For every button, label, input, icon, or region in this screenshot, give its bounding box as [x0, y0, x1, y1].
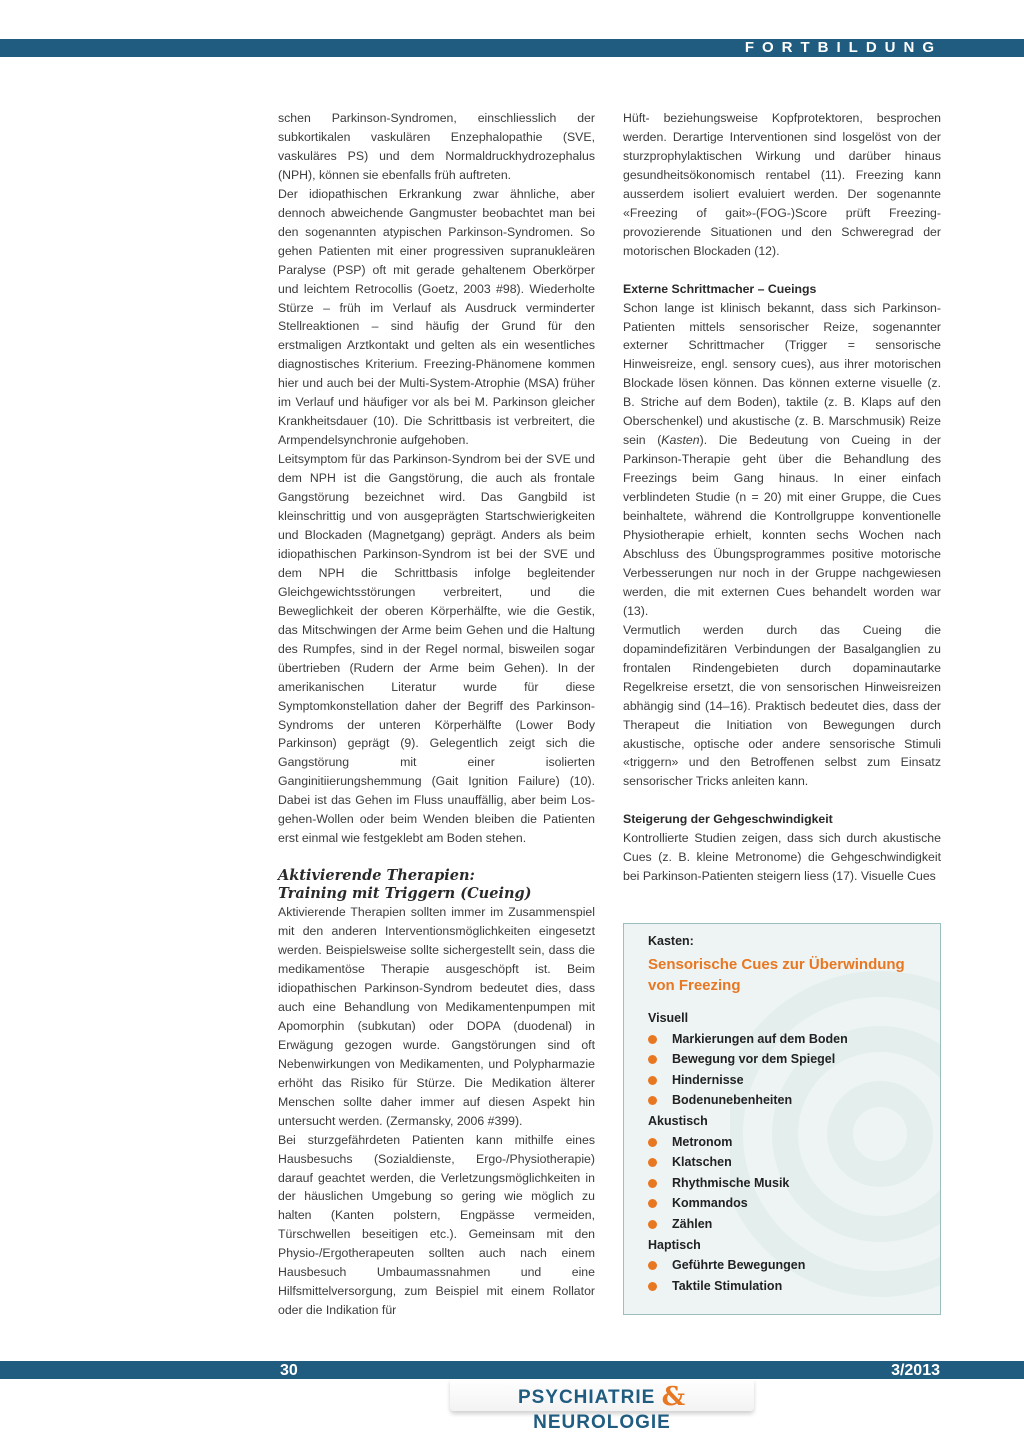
list-item: [648, 1132, 928, 1153]
list-item-label: Bodenunebenheiten: [672, 1093, 793, 1108]
paragraph: Der idiopathischen Erkrankung zwar ähnliche, aber dennoch abweichende Gangmuster beobachtet man bei den sogenannten atypischen Parkinson-Syndromen. So gehen Patienten mit einer progressiven supranukleären Paralyse (PSP) oft mit gerade gehaltenem Oberkörper und leichtem Retrocollis (Goetz, 2003 #98). Wiederholte Stürze – früh im Verlauf als Ausdruck verminderter Stellreaktionen – sind häufig der Grund für den erstmaligen Arztkontakt und gelten als ein wesentliches diagnostisches Kriterium. Freezing-Phänomene kommen hier und auch bei der Multi-System-Atrophie (MSA) früher im Verlauf und häufiger vor als bei M. Parkinson gleicher Krankheitsdauer (10). Die Schrittbasis ist verbreitert, die Armpendelsynchronie aufgehoben.: [278, 186, 595, 448]
list-item: [648, 1255, 928, 1276]
bullet-icon: [648, 1261, 657, 1270]
footer-bar: [0, 1361, 1024, 1379]
category-acoustic: Akustisch: [648, 1113, 708, 1128]
paragraph-text: Schon lange ist klinisch bekannt, dass sich Parkinson-Patienten mittels sensorischer Reize, sogenannter externer Schrittmacher (Trigger = sensorische Hinweisreize, engl. sensory cues), aus ihrer motorischen Blockade lösen können. Das können externe visuelle (z. B. Striche auf dem Boden), taktile (z. B. Klaps auf den Oberschenkel) und akustische (z. B. Marschmusik) Reize sein (: [623, 300, 941, 448]
bullet-icon: [648, 1199, 657, 1208]
header-bar: [0, 39, 1024, 57]
journal-name-left: PSYCHIATRIE: [517, 1387, 656, 1408]
list-item: [648, 1214, 928, 1235]
paragraph: Bei sturzgefährdeten Patienten kann mithilfe eines Hausbesuchs (Sozialdienste, Ergo-/Physiotherapie) darauf geachtet werden, die Verletzungsmöglichkeiten in der häuslichen Umgebung so gering wie möglich zu halten (Kanten polstern, Engpässe vermeiden, Türschwellen beseitigen etc.). Gemeinsam mit den Physio-/Ergotherapeuten sollten auch nach einem Hausbesuch Umbaumassnahmen und eine Hilfsmittelversorgung, zum Beispiel mit einem Rollator oder die Indikation für: [278, 1132, 595, 1318]
list-item: [648, 1173, 928, 1194]
section-label: FORTBILDUNG: [744, 39, 942, 56]
list-item-label: Bewegung vor dem Spiegel: [672, 1052, 836, 1067]
box-reference: Kasten: [661, 433, 700, 448]
bullet-icon: [648, 1035, 657, 1044]
list-item: [648, 1070, 928, 1091]
list-item: [648, 1090, 928, 1111]
right-column: [623, 109, 941, 886]
bullet-icon: [648, 1179, 657, 1188]
bullet-icon: [648, 1076, 657, 1085]
bullet-icon: [648, 1055, 657, 1064]
list-item-label: Hindernisse: [672, 1072, 744, 1087]
paragraph: Vermutlich werden durch das Cueing die dopamindefizitären Verbindungen der Basalganglien zu frontalen Rindengebieten durch dopaminautarke Regelkreise ersetzt, die von sensorischen Hinweisreizen abhängig sind (14–16). Praktisch bedeutet dies, dass der Therapeut die Initiation von Bewegungen durch akustische, optische oder andere sensorische Stimuli «triggern» und den Betroffenen selbst zum Einsatz sensorischer Tricks anleiten kann.: [623, 622, 941, 789]
list-item: [648, 1152, 928, 1173]
paragraph: Leitsymptom für das Parkinson-Syndrom bei der SVE und dem NPH ist die Gangstörung, die auch als frontale Gangstörung bezeichnet wird. Das Gangbild ist kleinschrittig und von ausgeprägten Startschwierigkeiten und Blockaden (Magnetgang) geprägt. Anders als beim idiopathischen Parkinson-Syndrom ist bei der SVE und dem NPH die Schrittbasis infolge begleitender Gleichgewichtsstörungen verbreitert, und die Beweglichkeit der oberen Körperhälfte, wie die Gestik, das Mitschwingen der Arme beim Gehen und die Haltung des Rumpfes, sind in der Regel normal, bisweilen sogar übertrieben (Rudern der Arme beim Gehen). In der amerikanischen Literatur wurde für diese Symptomkonstellation daher der Begriff des Parkinson-Syndroms der unteren Körperhälfte (Lower Body Parkinson) geprägt (9). Gelegentlich zeigt sich die Gangstörung mit einer isolierten Ganginitiierungshemmung (Gait Ignition Failure) (10). Dabei ist das Gehen im Fluss unauffällig, aber beim Los-gehen-Wollen oder beim Wenden bleiben die Patienten erst einmal wie festgeklebt am Boden stehen.: [278, 452, 595, 846]
left-column: [278, 109, 595, 1320]
paragraph: Kontrollierte Studien zeigen, dass sich durch akustische Cues (z. B. kleine Metronome) die Gehgeschwindigkeit bei Parkinson-Patienten steigern liess (17). Visuelle Cues: [623, 831, 941, 884]
paragraph: Hüft- beziehungsweise Kopfprotektoren, besprochen werden. Derartige Interventionen sind losgelöst von der sturzprophylaktischen Wirkung und darüber hinaus gesundheitsökonomisch rentabel (11). Freezing kann ausserdem isoliert evaluiert werden. Der sogenannte «Freezing of gait»-(FOG-)Score prüft Freezing-provozierende Situationen und den Schweregrad der motorischen Blockaden (12).: [623, 111, 941, 258]
category-visual: Visuell: [648, 1011, 689, 1025]
section-heading-line2: Training mit Triggern (Cueing): [278, 885, 532, 903]
info-box: [623, 923, 941, 1315]
bullet-icon: [648, 1282, 657, 1291]
journal-name-right: NEUROLOGIE: [533, 1412, 671, 1433]
journal-logo: [450, 1379, 754, 1433]
list-item: [648, 1193, 928, 1214]
bullet-icon: [648, 1096, 657, 1105]
bullet-icon: [648, 1138, 657, 1147]
journal-ampersand: &: [661, 1382, 687, 1412]
issue-number: 3/2013: [891, 1362, 940, 1379]
list-item: [648, 1276, 928, 1297]
subheading-speed: Steigerung der Gehgeschwindigkeit: [623, 812, 833, 827]
bullet-icon: [648, 1158, 657, 1167]
subheading-cueings: Externe Schrittmacher – Cueings: [623, 281, 817, 296]
section-heading-line1: Aktivierende Therapien:: [278, 867, 475, 885]
page-number: 30: [280, 1362, 298, 1379]
list-item-label: Taktile Stimulation: [672, 1278, 783, 1293]
list-item-label: Kommandos: [672, 1196, 748, 1211]
list-item: [648, 1029, 928, 1050]
list-item: [648, 1049, 928, 1070]
list-item-label: Zählen: [672, 1216, 713, 1231]
list-item-label: Markierungen auf dem Boden: [672, 1031, 848, 1046]
paragraph: [623, 299, 941, 621]
section-heading: [278, 867, 595, 903]
paragraph: schen Parkinson-Syndromen, einschliesslich der subkortikalen vaskulären Enzephalopathie (SVE, vaskuläres PS) und dem Normaldruckhydrozephalus (NPH), können sie ebenfalls früh auftreten.: [278, 111, 595, 182]
paragraph-text: ). Die Bedeutung von Cueing in der Parkinson-Therapie geht über die Behandlung des Freezings beim Gang hinaus. In einer einfach verblindeten Studie (n = 20) mit einer Gruppe, die Cues beinhaltete, während die Kontrollgruppe konventionelle Physiotherapie erhielt, konnten sechs Wochen nach Abschluss des Übungsprogrammes positive motorische Verbesserungen nur noch in der Gruppe nachgewiesen werden, die mit externen Cues behandelt worden war (13).: [623, 433, 941, 618]
box-title: Sensorische Cues zur Überwindung von Freezing: [648, 956, 905, 994]
list-item-label: Metronom: [672, 1134, 733, 1149]
list-item-label: Geführte Bewegungen: [672, 1258, 806, 1273]
category-haptic: Haptisch: [648, 1237, 701, 1252]
bullet-icon: [648, 1220, 657, 1229]
list-item-label: Rhythmische Musik: [672, 1175, 790, 1190]
paragraph: Aktivierende Therapien sollten immer im Zusammenspiel mit den anderen Interventionsmöglichkeiten eingesetzt werden. Beispielsweise sollte sichergestellt sein, dass die medikamentöse Therapie ausgeschöpft ist. Beim idiopathischen Parkinson-Syndrom bedeutet dies, dass auch eine Behandlung von Medikamentenpumpen mit Apomorphin (subkutan) oder DOPA (duodenal) in Erwägung gezogen wurde. Gangstörungen sind oft Nebenwirkungen von Medikamenten, und Polypharmazie erhöht das Risiko für Stürze. Die Medikation älterer Menschen sollte daher immer auf diesen Aspekt hin untersucht werden. (Zermansky, 2006 #399).: [278, 905, 595, 1128]
box-kicker: Kasten:: [648, 934, 694, 948]
list-item-label: Klatschen: [672, 1155, 732, 1170]
